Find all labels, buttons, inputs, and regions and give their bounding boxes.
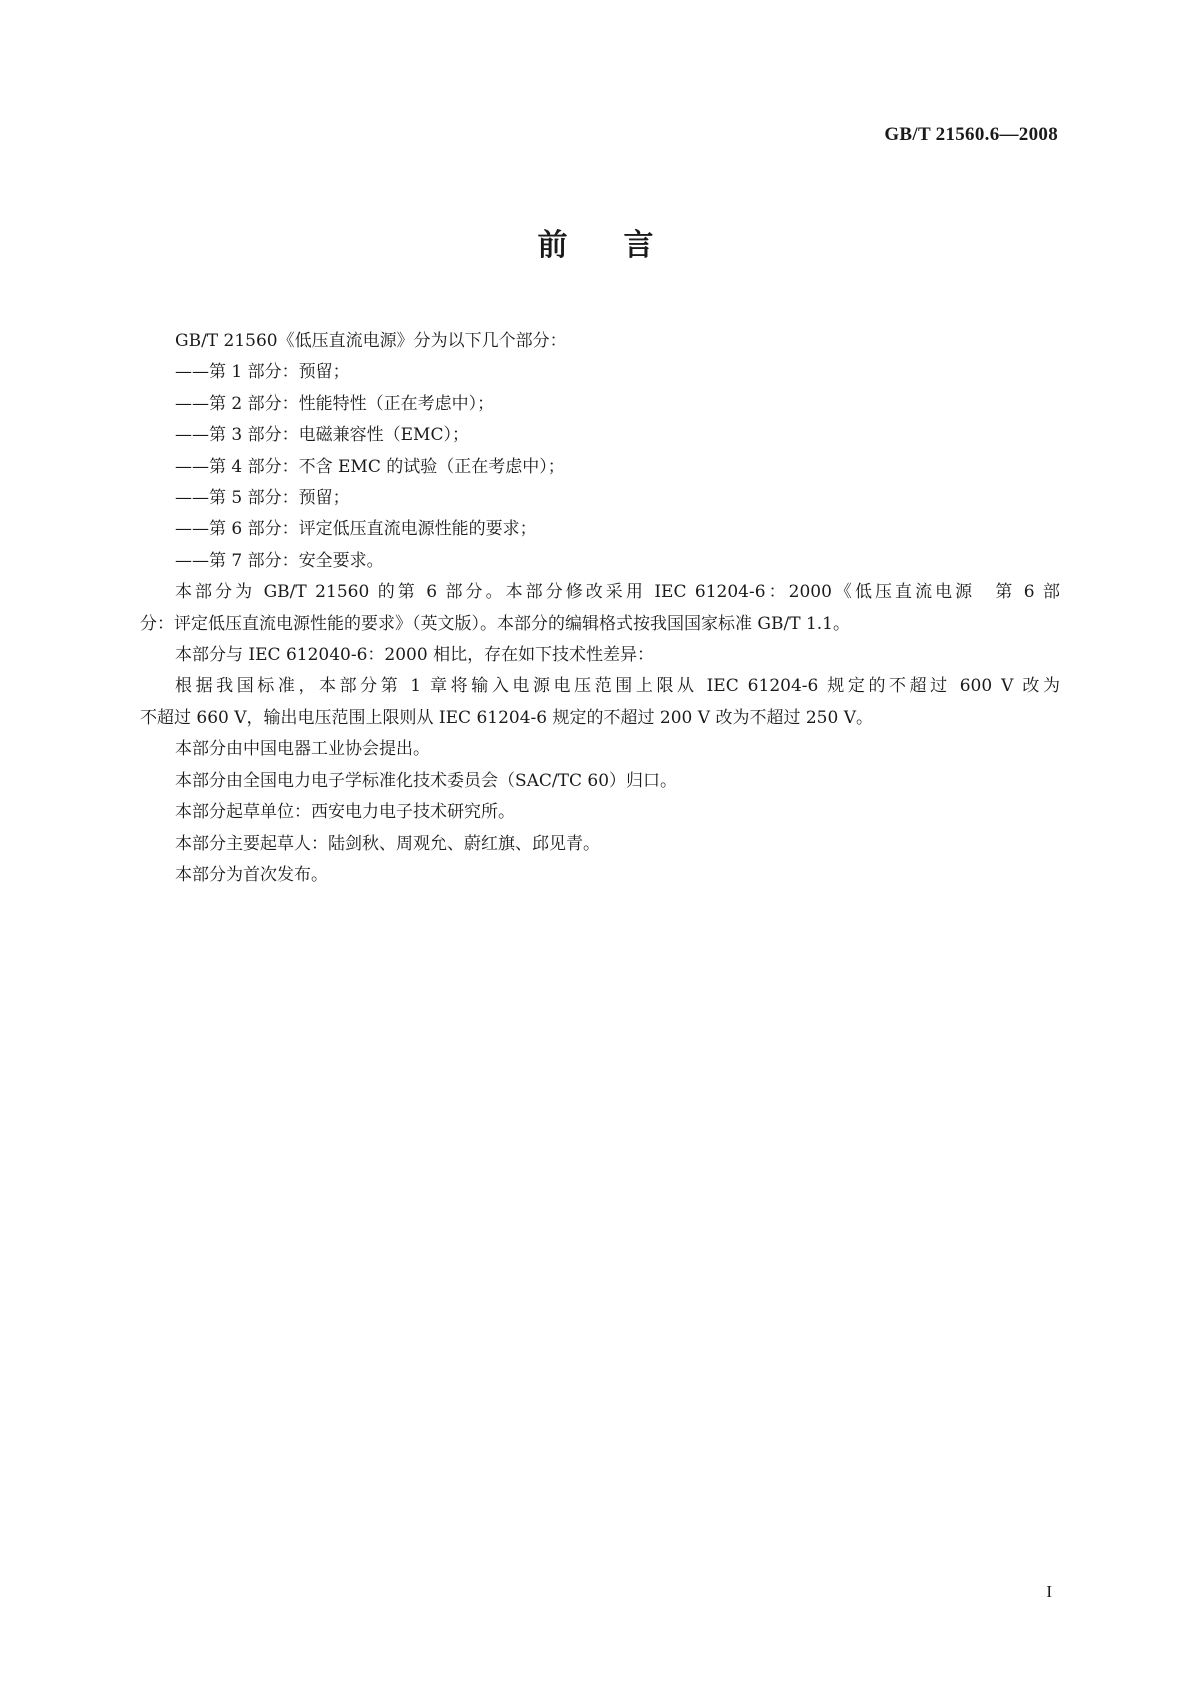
differences-paragraph-line-1: 根据我国标准，本部分第 1 章将输入电源电压范围上限从 IEC 61204-6 规定的不超过 600 V 改为: [175, 676, 1060, 697]
page-number: I: [1046, 1582, 1052, 1601]
adoption-paragraph-line-1: 本部分为 GB/T 21560 的第 6 部分。本部分修改采用 IEC 61204-6：2000《低压直流电源 第 6 部: [175, 582, 1060, 603]
list-item-part-3: ——第 3 部分：电磁兼容性（EMC）；: [175, 425, 469, 446]
list-item-part-7: ——第 7 部分：安全要求。: [175, 550, 384, 571]
list-item-part-5: ——第 5 部分：预留；: [175, 488, 350, 509]
list-item-part-2: ——第 2 部分：性能特性（正在考虑中）；: [175, 393, 495, 414]
page-title: [0, 226, 1191, 266]
differences-intro-paragraph: 本部分与 IEC 612040-6：2000 相比，存在如下技术性差异：: [175, 645, 655, 666]
intro-paragraph: GB/T 21560《低压直流电源》分为以下几个部分：: [175, 331, 567, 351]
drafting-unit-paragraph: 本部分起草单位：西安电力电子技术研究所。: [175, 802, 515, 823]
first-release-paragraph: 本部分为首次发布。: [175, 864, 328, 885]
title-char-1: 前: [537, 228, 568, 263]
adoption-paragraph-line-2: 分：评定低压直流电源性能的要求》（英文版）。本部分的编辑格式按我国国家标准 GB/T 1.1。: [140, 613, 850, 634]
proposed-by-paragraph: 本部分由中国电器工业协会提出。: [175, 739, 430, 760]
drafters-paragraph: 本部分主要起草人：陆剑秋、周观允、蔚红旗、邱见青。: [175, 833, 600, 854]
list-item-part-4: ——第 4 部分：不含 EMC 的试验（正在考虑中）；: [175, 456, 565, 477]
list-item-part-1: ——第 1 部分：预留；: [175, 362, 350, 383]
foreword-body: [140, 326, 1060, 891]
title-char-2: 言: [623, 228, 654, 263]
differences-paragraph-line-2: 不超过 660 V，输出电压范围上限则从 IEC 61204-6 规定的不超过 200 V 改为不超过 250 V。: [140, 707, 873, 728]
list-item-part-6: ——第 6 部分：评定低压直流电源性能的要求；: [175, 519, 537, 540]
standard-code: GB/T 21560.6—2008: [884, 124, 1058, 145]
centralized-by-paragraph: 本部分由全国电力电子学标准化技术委员会（SAC/TC 60）归口。: [175, 770, 678, 791]
